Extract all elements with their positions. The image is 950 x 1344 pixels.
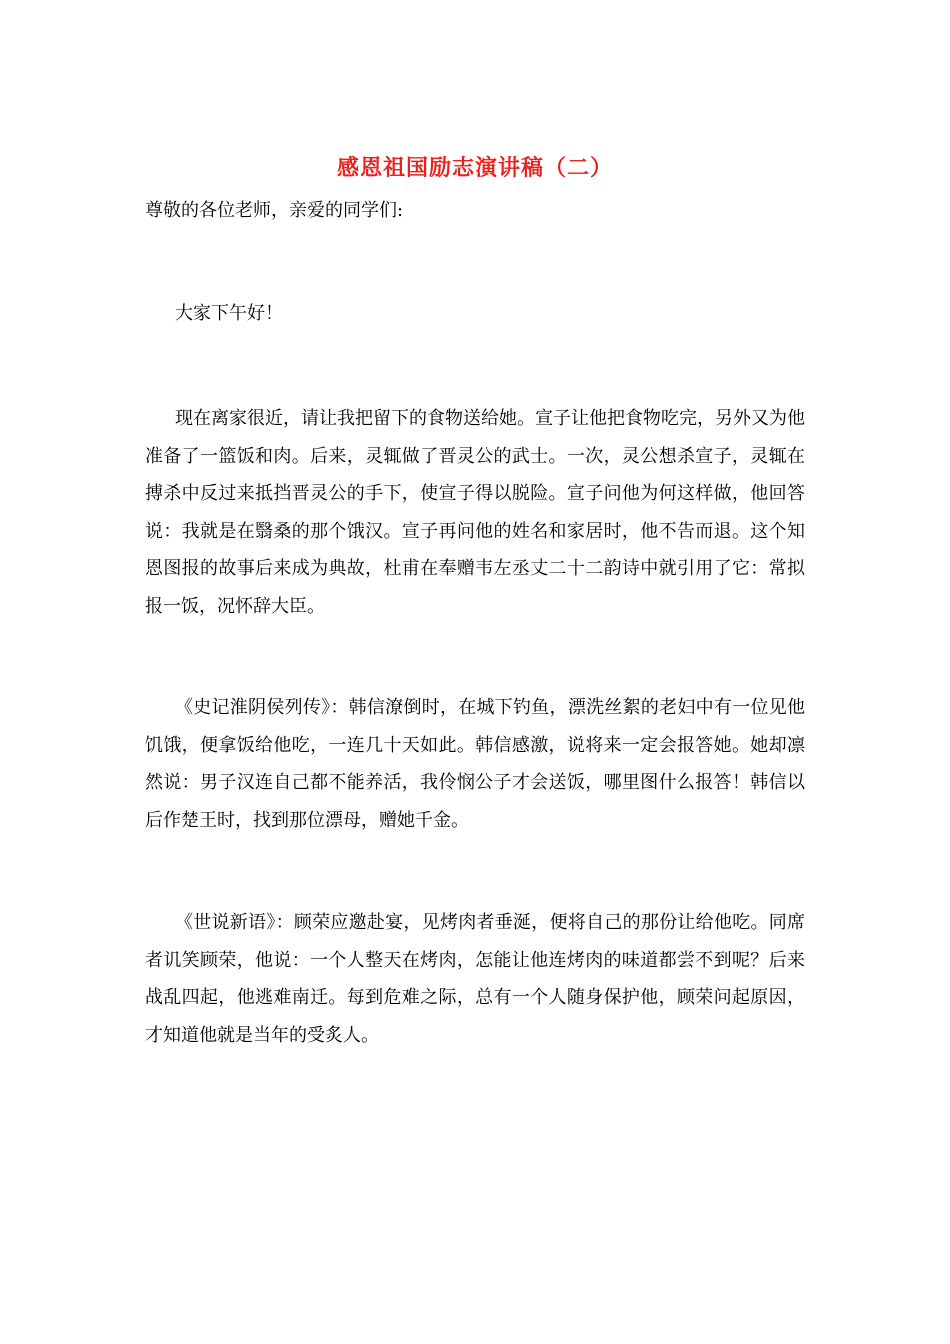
- paragraph-story-gurong: 《世说新语》：顾荣应邀赴宴，见烤肉者垂涎，便将自己的那份让给他吃。同席者讥笑顾荣，他说：一个人整天在烤肉，怎能让他连烤肉的味道都尝不到呢？后来战乱四起，他逃难南迁。每到危难之际，总有一个人随身保护他，顾荣问起原因，才知道他就是当年的受炙人。: [145, 912, 805, 1046]
- salutation: 尊敬的各位老师，亲爱的同学们:: [145, 200, 404, 221]
- paragraph-greeting: 大家下午好！: [175, 303, 283, 324]
- document-title: 感恩祖国励志演讲稿（二）: [336, 155, 613, 181]
- paragraph-story-xuanzi: 现在离家很近，请让我把留下的食物送给她。宣子让他把食物吃完，另外又为他准备了一篮饭和肉。后来，灵辄做了晋灵公的武士。一次，灵公想杀宣子，灵辄在搏杀中反过来抵挡晋灵公的手下，使宣子得以脱险。宣子问他为何这样做，他回答说：我就是在翳桑的那个饿汉。宣子再问他的姓名和家居时，他不告而退。这个知恩图报的故事后来成为典故，杜甫在奉赠韦左丞丈二十二韵诗中就引用了它：常拟报一饭，况怀辞大臣。: [145, 408, 805, 617]
- paragraph-story-hanxin: 《史记淮阴侯列传》：韩信潦倒时，在城下钓鱼，漂洗丝絮的老妇中有一位见他饥饿，便拿饭给他吃，一连几十天如此。韩信感激，说将来一定会报答她。她却凛然说：男子汉连自己都不能养活，我伶悯公子才会送饭，哪里图什么报答！韩信以后作楚王时，找到那位漂母，赠她千金。: [145, 697, 805, 831]
